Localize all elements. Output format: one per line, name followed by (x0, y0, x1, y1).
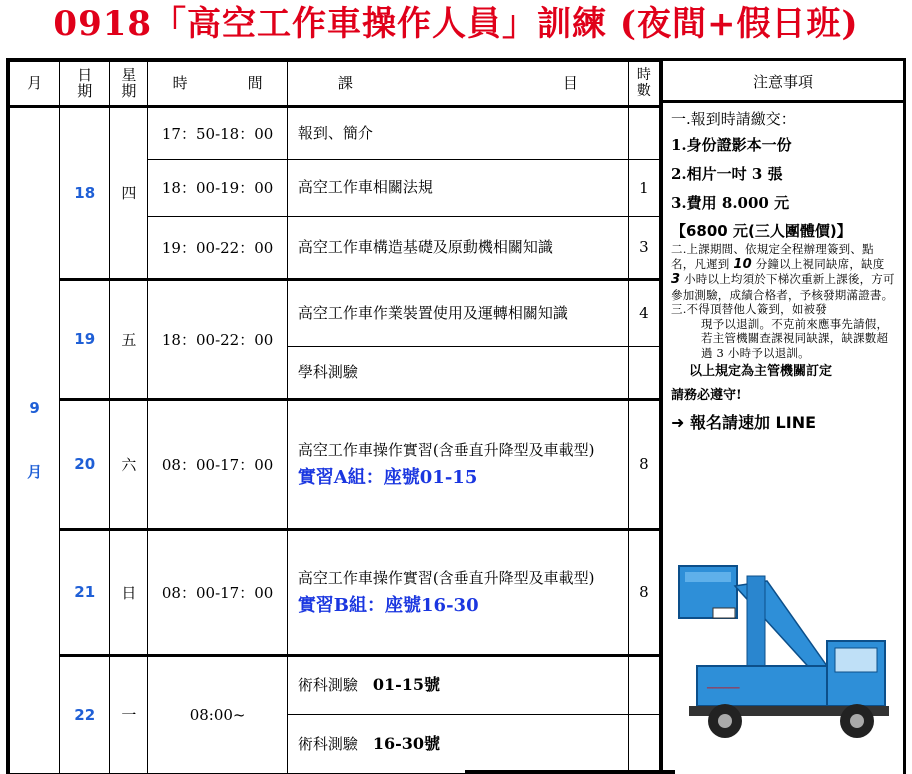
course-cell (287, 399, 628, 529)
weekday-cell: 六 (110, 399, 148, 529)
course-text: 術科測驗 (297, 734, 358, 753)
course-text: 高空工作車操作實習(含垂直升降型及車載型) (297, 440, 595, 459)
weekday-cell: 四 (110, 106, 148, 279)
course-text: 術科測驗 (297, 676, 358, 695)
time-cell: 17：50-18：00 (148, 106, 287, 159)
note-2c: 小時以上均須於下梯次重新上課後，方可參加測驗，成績合格者，予核發期滿證書。 (671, 272, 895, 302)
bucket-plate (713, 608, 735, 618)
time-cell: 18：00-19：00 (148, 159, 287, 216)
course-cell: 報到、簡介 (287, 106, 628, 159)
course-cell (287, 714, 628, 773)
seat-range: 01-15號 (372, 675, 441, 695)
header-time: 時 間 (148, 62, 287, 107)
course-cell (287, 655, 628, 714)
wheel-hub (718, 714, 732, 728)
time-cell: 08:00~ (148, 655, 287, 773)
schedule-table (9, 61, 660, 774)
wheel-hub (850, 714, 864, 728)
note-3a: 三.不得頂替他人簽到，如被發 (671, 302, 827, 316)
weekday-cell: 一 (110, 655, 148, 773)
header-hours: 時 數 (628, 62, 659, 107)
hours-cell (628, 714, 659, 773)
note-1: 一.報到時請繳交： (671, 110, 796, 128)
hours-cell: 1 (628, 159, 659, 216)
truck-logo: ────── (707, 684, 740, 694)
time-cell: 08：00-17：00 (148, 399, 287, 529)
hours-cell (628, 346, 659, 399)
table-row (10, 529, 660, 655)
notes-body (663, 103, 903, 438)
note-1c: 3.費用 8.000 元 (671, 194, 790, 212)
group-label: 實習B組：座號16-30 (297, 594, 479, 616)
day-cell: 22 (60, 655, 110, 773)
course-cell: 高空工作車作業裝置使用及運轉相關知識 (287, 279, 628, 346)
time-cell: 18：00-22：00 (148, 279, 287, 399)
header-date: 日 期 (60, 62, 110, 107)
table-row (10, 399, 660, 529)
course-text: 高空工作車操作實習(含垂直升降型及車載型) (297, 568, 595, 587)
hours-cell: 4 (628, 279, 659, 346)
course-cell: 學科測驗 (287, 346, 628, 399)
truck-illustration (677, 546, 897, 746)
hours-cell: 8 (628, 529, 659, 655)
notes-panel (660, 61, 903, 774)
seat-range: 16-30號 (372, 733, 441, 753)
note-1b: 2.相片一吋 3 張 (671, 165, 783, 183)
time-cell: 08：00-17：00 (148, 529, 287, 655)
note-2b: 分鐘以上視同缺席，缺度 (755, 256, 885, 271)
hours-cell (628, 655, 659, 714)
schedule-table-frame (6, 58, 906, 774)
course-cell: 高空工作車相關法規 (287, 159, 628, 216)
bucket-rail (685, 572, 731, 582)
weekday-cell: 日 (110, 529, 148, 655)
note-2a: 二.上課期間、依規定全程辦理簽到、點名，凡遲到 (671, 242, 874, 271)
note-2-hr: 3 (671, 272, 681, 287)
group-label: 實習A組：座號01-15 (297, 466, 478, 488)
time-cell: 19：00-22：00 (148, 216, 287, 279)
notes-header: 注意事項 (663, 61, 903, 103)
hours-cell: 3 (628, 216, 659, 279)
course-cell (287, 529, 628, 655)
hours-cell: 8 (628, 399, 659, 529)
header-weekday: 星 期 (110, 62, 148, 107)
day-cell: 20 (60, 399, 110, 529)
note-2-min: 10 (733, 256, 752, 272)
table-row (10, 106, 660, 159)
page-title: 0918「高空工作車操作人員」訓練 (夜間+假日班) (53, 4, 859, 44)
header-course: 課 目 (287, 62, 628, 107)
comply-note: 請務必遵守! (671, 388, 742, 403)
course-cell: 高空工作車構造基礎及原動機相關知識 (287, 216, 628, 279)
day-cell: 21 (60, 529, 110, 655)
note-3b: 現予以退訓。不克前來應事先請假，若主管機關查課視同缺課，缺課數超過 3 小時予以退訓。 (701, 316, 889, 360)
table-row (10, 279, 660, 346)
line-signup-note: ➜ 報名請速加 LINE (671, 413, 817, 432)
note-1a: 1.身份證影本一份 (671, 136, 792, 154)
note-2 (671, 242, 897, 302)
month-cell: 9 月 (10, 106, 60, 773)
weekday-cell: 五 (110, 279, 148, 399)
table-row (10, 655, 660, 714)
header-month: 月 (10, 62, 60, 107)
price-note: 【6800 元(三人團體價)】 (671, 222, 852, 240)
day-cell: 19 (60, 279, 110, 399)
hours-cell (628, 106, 659, 159)
bottom-rule (465, 770, 675, 774)
rule-note: 以上規定為主管機關訂定 (689, 364, 833, 379)
day-cell: 18 (60, 106, 110, 279)
cab-window (835, 648, 877, 672)
